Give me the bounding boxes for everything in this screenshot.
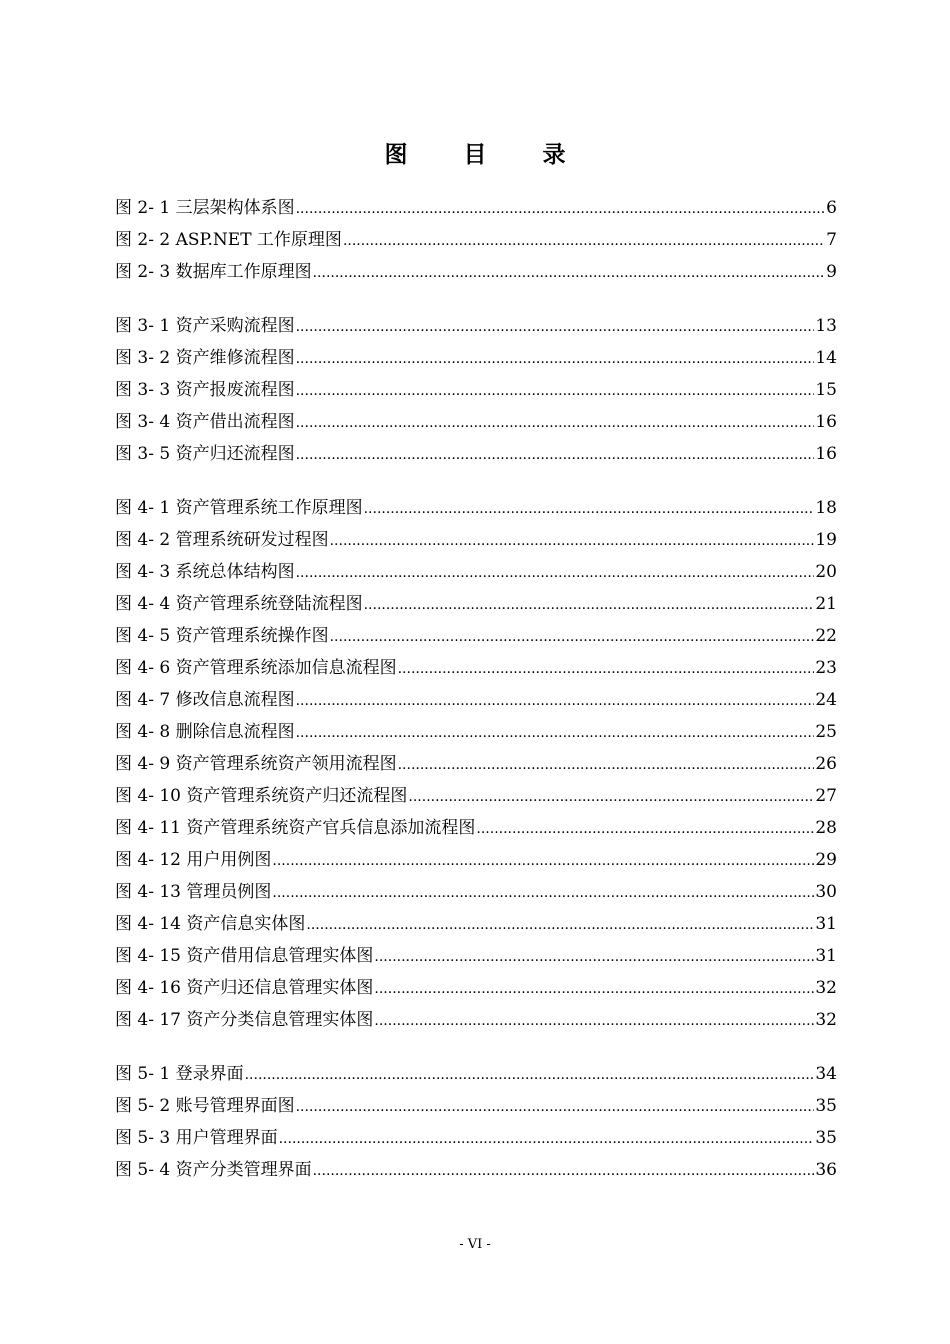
toc-entry-label: 图 4- 3 系统总体结构图 <box>115 562 295 582</box>
dot-leader <box>296 342 815 374</box>
toc-entry-label: 图 4- 14 资产信息实体图 <box>115 914 306 934</box>
toc-entry-label: 图 4- 17 资产分类信息管理实体图 <box>115 1010 374 1030</box>
figure-group <box>115 310 837 470</box>
dot-leader <box>374 972 814 1004</box>
toc-entry[interactable] <box>115 620 837 652</box>
toc-entry-page-number: 30 <box>815 882 837 902</box>
toc-entry-label: 图 4- 9 资产管理系统资产领用流程图 <box>115 754 397 774</box>
toc-entry[interactable] <box>115 1058 837 1090</box>
toc-entry-label: 图 5- 2 账号管理界面图 <box>115 1096 295 1116</box>
toc-entry[interactable] <box>115 652 837 684</box>
toc-entry-label: 图 4- 8 删除信息流程图 <box>115 722 295 742</box>
toc-entry-page-number: 36 <box>815 1160 837 1180</box>
toc-entry-page-number: 35 <box>815 1128 837 1148</box>
toc-entry-label: 图 3- 3 资产报废流程图 <box>115 380 295 400</box>
toc-entry-page-number: 14 <box>815 348 837 368</box>
toc-entry-page-number: 29 <box>815 850 837 870</box>
dot-leader <box>398 748 815 780</box>
dot-leader <box>364 588 815 620</box>
dot-leader <box>272 844 814 876</box>
toc-entry-page-number: 32 <box>815 1010 837 1030</box>
toc-entry-label: 图 2- 3 数据库工作原理图 <box>115 262 312 282</box>
toc-entry-label: 图 4- 11 资产管理系统资产官兵信息添加流程图 <box>115 818 476 838</box>
toc-entry-page-number: 24 <box>815 690 837 710</box>
dot-leader <box>296 192 826 224</box>
toc-entry-page-number: 19 <box>815 530 837 550</box>
dot-leader <box>398 652 815 684</box>
page-title: 图 目 录 <box>384 142 590 168</box>
toc-entry[interactable] <box>115 256 837 288</box>
toc-entry-label: 图 3- 1 资产采购流程图 <box>115 316 295 336</box>
dot-leader <box>296 684 815 716</box>
toc-entry-page-number: 7 <box>826 230 837 250</box>
toc-entry[interactable] <box>115 812 837 844</box>
toc-entry[interactable] <box>115 342 837 374</box>
dot-leader <box>374 940 814 972</box>
toc-entry-page-number: 15 <box>815 380 837 400</box>
toc-entry[interactable] <box>115 748 837 780</box>
toc-entry-label: 图 4- 16 资产归还信息管理实体图 <box>115 978 374 998</box>
toc-entry-page-number: 35 <box>815 1096 837 1116</box>
dot-leader <box>272 876 814 908</box>
toc-entry[interactable] <box>115 684 837 716</box>
toc-entry-page-number: 9 <box>826 262 837 282</box>
toc-entry-page-number: 26 <box>815 754 837 774</box>
toc-entry-page-number: 6 <box>826 198 837 218</box>
toc-entry[interactable] <box>115 1122 837 1154</box>
toc-entry-label: 图 4- 6 资产管理系统添加信息流程图 <box>115 658 397 678</box>
toc-entry-page-number: 16 <box>815 444 837 464</box>
toc-entry[interactable] <box>115 438 837 470</box>
toc-entry-page-number: 20 <box>815 562 837 582</box>
toc-entry-label: 图 2- 1 三层架构体系图 <box>115 198 295 218</box>
toc-entry[interactable] <box>115 716 837 748</box>
dot-leader <box>343 224 825 256</box>
toc-entry[interactable] <box>115 780 837 812</box>
toc-entry-page-number: 25 <box>815 722 837 742</box>
dot-leader <box>408 780 814 812</box>
toc-entry[interactable] <box>115 374 837 406</box>
dot-leader <box>306 908 814 940</box>
toc-entry-label: 图 4- 5 资产管理系统操作图 <box>115 626 329 646</box>
toc-entry[interactable] <box>115 940 837 972</box>
toc-entry-label: 图 3- 4 资产借出流程图 <box>115 412 295 432</box>
dot-leader <box>476 812 814 844</box>
toc-entry-label: 图 5- 4 资产分类管理界面 <box>115 1160 312 1180</box>
dot-leader <box>313 1154 815 1186</box>
toc-entry[interactable] <box>115 224 837 256</box>
toc-entry[interactable] <box>115 192 837 224</box>
figure-group <box>115 192 837 288</box>
dot-leader <box>296 374 815 406</box>
toc-entry[interactable] <box>115 844 837 876</box>
toc-entry-label: 图 4- 12 用户用例图 <box>115 850 272 870</box>
toc-entry[interactable] <box>115 1154 837 1186</box>
toc-entry[interactable] <box>115 406 837 438</box>
page-number-footer: - VI - <box>459 1237 491 1252</box>
figure-group <box>115 492 837 1036</box>
dot-leader <box>364 492 815 524</box>
toc-entry[interactable] <box>115 1004 837 1036</box>
figure-list <box>115 192 837 1186</box>
toc-entry-page-number: 21 <box>815 594 837 614</box>
toc-entry-label: 图 3- 2 资产维修流程图 <box>115 348 295 368</box>
toc-entry-label: 图 5- 1 登录界面 <box>115 1064 244 1084</box>
toc-entry-page-number: 31 <box>815 914 837 934</box>
dot-leader <box>296 716 815 748</box>
toc-entry-label: 图 3- 5 资产归还流程图 <box>115 444 295 464</box>
toc-entry[interactable] <box>115 310 837 342</box>
toc-entry[interactable] <box>115 1090 837 1122</box>
toc-entry[interactable] <box>115 588 837 620</box>
toc-entry-label: 图 4- 7 修改信息流程图 <box>115 690 295 710</box>
toc-entry-label: 图 4- 10 资产管理系统资产归还流程图 <box>115 786 408 806</box>
dot-leader <box>279 1122 815 1154</box>
toc-entry[interactable] <box>115 908 837 940</box>
figure-group <box>115 1058 837 1186</box>
toc-entry-label: 图 4- 4 资产管理系统登陆流程图 <box>115 594 363 614</box>
dot-leader <box>296 1090 815 1122</box>
toc-entry[interactable] <box>115 492 837 524</box>
toc-entry-label: 图 4- 1 资产管理系统工作原理图 <box>115 498 363 518</box>
dot-leader <box>296 556 815 588</box>
toc-entry-page-number: 16 <box>815 412 837 432</box>
toc-entry-page-number: 22 <box>815 626 837 646</box>
toc-entry[interactable] <box>115 556 837 588</box>
dot-leader <box>296 406 815 438</box>
toc-entry-page-number: 23 <box>815 658 837 678</box>
toc-entry-page-number: 13 <box>815 316 837 336</box>
toc-entry[interactable] <box>115 524 837 556</box>
toc-entry-label: 图 5- 3 用户管理界面 <box>115 1128 278 1148</box>
toc-entry-page-number: 32 <box>815 978 837 998</box>
toc-entry-label: 图 4- 13 管理员例图 <box>115 882 272 902</box>
dot-leader <box>330 524 815 556</box>
dot-leader <box>313 256 826 288</box>
toc-entry[interactable] <box>115 972 837 1004</box>
dot-leader <box>245 1058 815 1090</box>
toc-entry-page-number: 34 <box>815 1064 837 1084</box>
toc-entry-label: 图 4- 15 资产借用信息管理实体图 <box>115 946 374 966</box>
toc-entry-page-number: 31 <box>815 946 837 966</box>
dot-leader <box>374 1004 814 1036</box>
dot-leader <box>296 438 815 470</box>
toc-entry-label: 图 2- 2 ASP.NET 工作原理图 <box>115 230 342 250</box>
toc-entry-page-number: 27 <box>815 786 837 806</box>
dot-leader <box>330 620 815 652</box>
toc-entry-page-number: 28 <box>815 818 837 838</box>
toc-entry-page-number: 18 <box>815 498 837 518</box>
toc-entry-label: 图 4- 2 管理系统研发过程图 <box>115 530 329 550</box>
dot-leader <box>296 310 815 342</box>
toc-entry[interactable] <box>115 876 837 908</box>
